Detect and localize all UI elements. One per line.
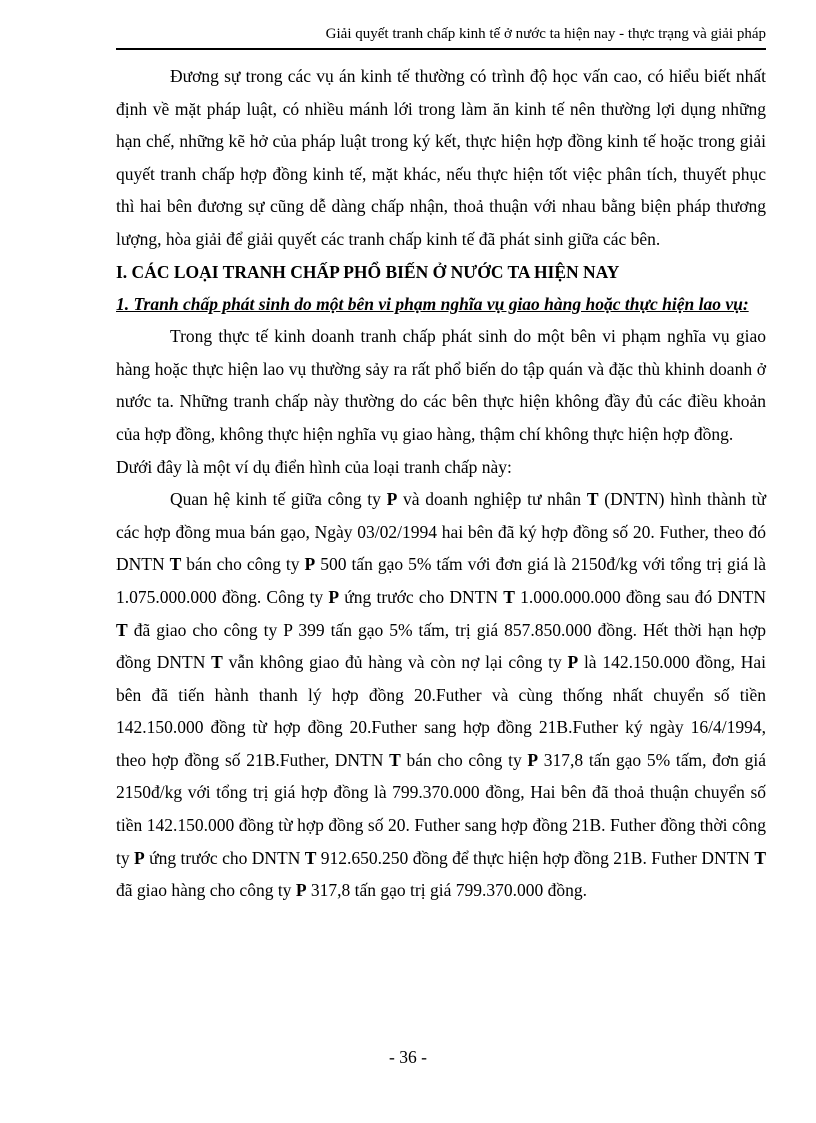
case-text-run: 500 tấn gạo 5% tấm với đơn giá là 2150đ/kg với tổng trị giá là 1.075.000.000 đồng. Công ty: [116, 554, 766, 607]
party-code: P: [304, 554, 316, 575]
party-code: T: [754, 847, 767, 868]
case-text-run: 317,8 tấn gạo trị giá 799.370.000 đồng.: [306, 880, 587, 901]
subsection-heading: 1. Tranh chấp phát sinh do một bên vi phạm nghĩa vụ giao hàng hoặc thực hiện lao vụ:: [116, 293, 749, 314]
party-code: T: [304, 847, 317, 868]
party-code: T: [503, 586, 515, 607]
case-text-run: vẫn không giao đủ hàng và còn nợ lại công ty: [222, 652, 568, 673]
party-code: P: [386, 489, 398, 510]
intro-paragraph: Đương sự trong các vụ án kinh tế thường có trình độ học vấn cao, có hiểu biết nhất định về mặt pháp luật, có nhiều mánh lới trong làm ăn kinh tế nên thường lợi dụng những hạn chế, những kẽ hở của pháp luật trong ký kết, thực hiện hợp đồng kinh tế hoặc trong giải quyết tranh chấp hợp đồng kinh tế, mặt khác, nếu thực hiện tốt việc phân tích, thuyết phục thì hai bên đương sự cũng dễ dàng chấp nhận, thoả thuận với nhau bằng biện pháp thương lượng, hòa giải để giải quyết các tranh chấp kinh tế đã phát sinh giữa các bên.: [116, 66, 766, 249]
case-text-run: (DNTN) hình thành từ các hợp đồng mua bán gạo, Ngày 03/02/1994 hai bên đã ký hợp đồng số 20. Futher, theo đó DNTN: [116, 489, 766, 575]
practice-paragraph: Trong thực tế kinh doanh tranh chấp phát sinh do một bên vi phạm nghĩa vụ giao hàng hoặc thực hiện lao vụ thường sảy ra rất phổ biến do tập quán và đặc thù khinh doanh ở nước ta. Những tranh chấp này thường do các bên thực hiện không đầy đủ các điều khoản của hợp đồng, không thực hiện nghĩa vụ giao hàng, thậm chí không thực hiện hợp đồng.: [116, 326, 766, 444]
header-divider: [116, 48, 766, 50]
case-text-run: đã giao hàng cho công ty: [116, 880, 296, 901]
page-number: - 36 -: [389, 1047, 427, 1067]
section-heading: I. CÁC LOẠI TRANH CHẤP PHỔ BIẾN Ở NƯỚC TA HIỆN NAY: [116, 261, 620, 282]
party-code: T: [169, 554, 182, 575]
party-code: T: [211, 652, 223, 673]
party-code: P: [527, 749, 539, 770]
case-paragraph: [116, 483, 766, 907]
party-code: T: [389, 749, 401, 770]
case-text-run: bán cho công ty: [181, 554, 305, 575]
case-text-run: đã giao cho công ty P 399 tấn gạo 5% tấm, trị giá 857.850.000 đồng. Hết thời hạn hợp đồng DNTN: [116, 619, 766, 673]
party-code: P: [328, 586, 340, 607]
case-text-run: Quan hệ kinh tế giữa công ty: [170, 489, 387, 510]
party-code: T: [586, 489, 599, 510]
case-text-run: là 142.150.000 đồng, Hai bên đã tiến hành thanh lý hợp đồng 20.Futher và cùng thống nhất chuyển số tiền 142.150.000 đồng từ hợp đồng 20.Futher sang hợp đồng 21B.Futher ký ngày 16/4/1994, theo hợp đồng số 21B.Futher, DNTN: [116, 652, 766, 770]
case-text-run: 1.000.000.000 đồng sau đó DNTN: [514, 586, 766, 607]
example-intro: Dưới đây là một ví dụ điển hình của loại tranh chấp này:: [116, 456, 512, 477]
party-code: P: [295, 880, 307, 901]
case-text-run: ứng trước cho DNTN: [144, 847, 305, 868]
party-code: P: [567, 652, 579, 673]
case-text-run: và doanh nghiệp tư nhân: [397, 489, 587, 510]
case-text-run: bán cho công ty: [400, 749, 528, 770]
running-header: Giải quyết tranh chấp kinh tế ở nước ta hiện nay - thực trạng và giải pháp: [325, 26, 766, 42]
page-body: [116, 60, 766, 907]
case-text-run: 912.650.250 đồng để thực hiện hợp đồng 21B. Futher DNTN: [316, 847, 755, 868]
case-text-run: ứng trước cho DNTN: [339, 586, 504, 607]
case-text-run: 317,8 tấn gạo 5% tấm, đơn giá 2150đ/kg với tổng trị giá hợp đồng là 799.370.000 đồng, Hai bên đã thoả thuận chuyển số tiền 142.150.000 đồng từ hợp đồng số 20. Futher sang hợp đồng 21B. Futher đồng thời công ty: [116, 749, 766, 868]
party-code: T: [116, 619, 128, 640]
party-code: P: [134, 847, 145, 868]
